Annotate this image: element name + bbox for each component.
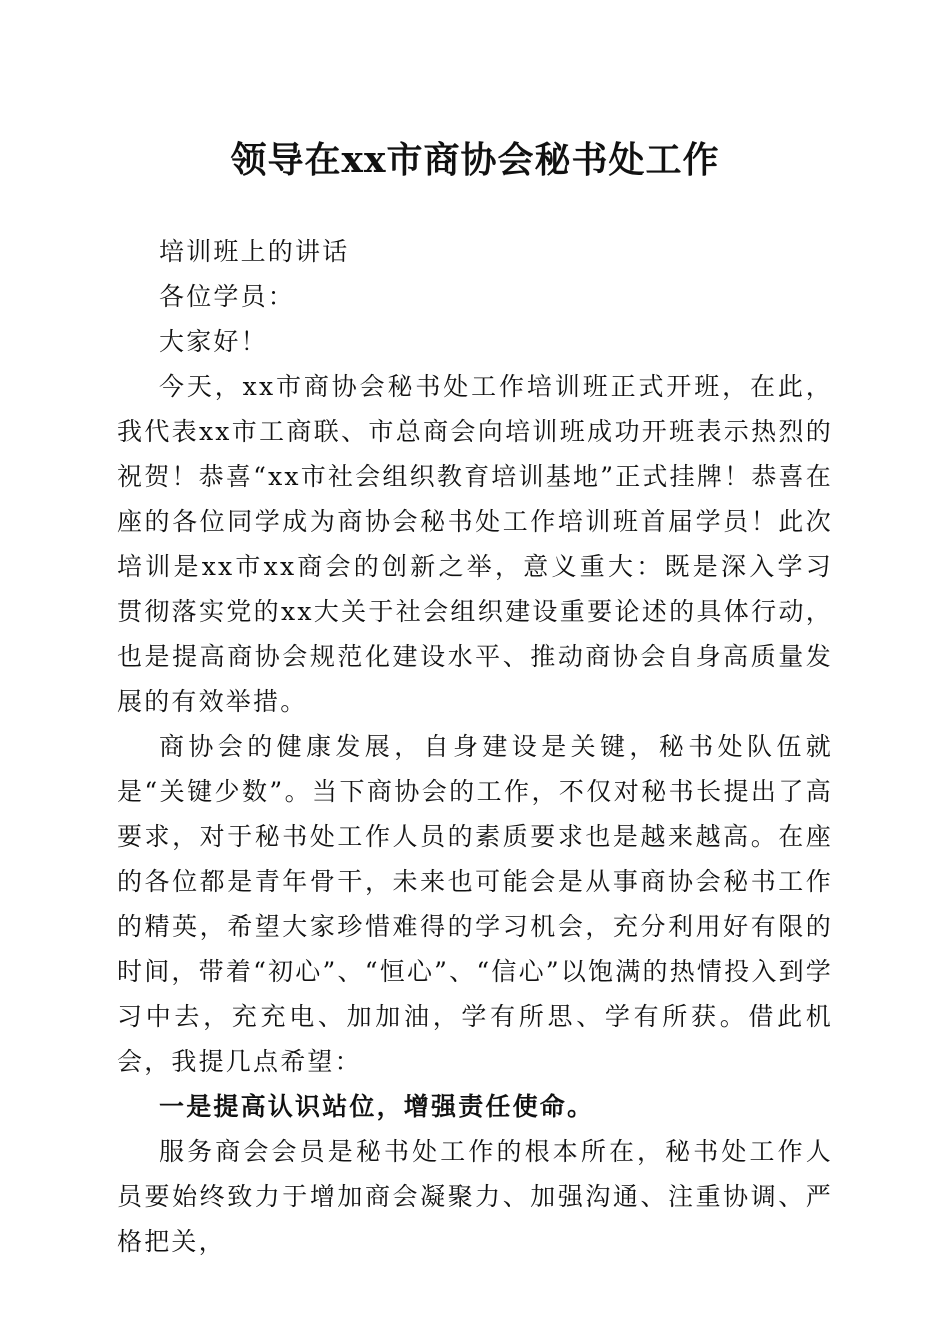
paragraph-opening: 今天，xx市商协会秘书处工作培训班正式开班，在此，我代表xx市工商联、市总商会向培训班成功开班表示热烈的祝贺！恭喜“xx市社会组织教育培训基地”正式挂牌！恭喜在座的各位同学成为商协会秘书处工作培训班首届学员！此次培训是xx市xx商会的创新之举，意义重大：既是深入学习贯彻落实党的xx大关于社会组织建设重要论述的具体行动，也是提高商协会规范化建设水平、推动商协会自身高质量发展的有效举措。: [117, 372, 833, 716]
document-title: 领导在xx市商协会秘书处工作: [230, 139, 720, 181]
paragraph-section-1: 服务商会会员是秘书处工作的根本所在，秘书处工作人员要始终致力于增加商会凝聚力、加强沟通、注重协调、严格把关，: [117, 1137, 833, 1256]
subtitle-line: 培训班上的讲话: [159, 237, 350, 266]
greeting: 大家好！: [159, 327, 268, 356]
salutation: 各位学员：: [159, 282, 296, 311]
section-heading-1: 一是提高认识站位，增强责任使命。: [159, 1092, 595, 1121]
paragraph-development: 商协会的健康发展，自身建设是关键，秘书处队伍就是“关键少数”。当下商协会的工作，不仅对秘书长提出了高要求，对于秘书处工作人员的素质要求也是越来越高。在座的各位都是青年骨干，未来也可能会是从事商协会秘书工作的精英，希望大家珍惜难得的学习机会，充分利用好有限的时间，带着“初心”、“恒心”、“信心”以饱满的热情投入到学习中去，充充电、加加油，学有所思、学有所获。借此机会，我提几点希望：: [117, 732, 833, 1076]
document-body: [117, 229, 833, 1264]
